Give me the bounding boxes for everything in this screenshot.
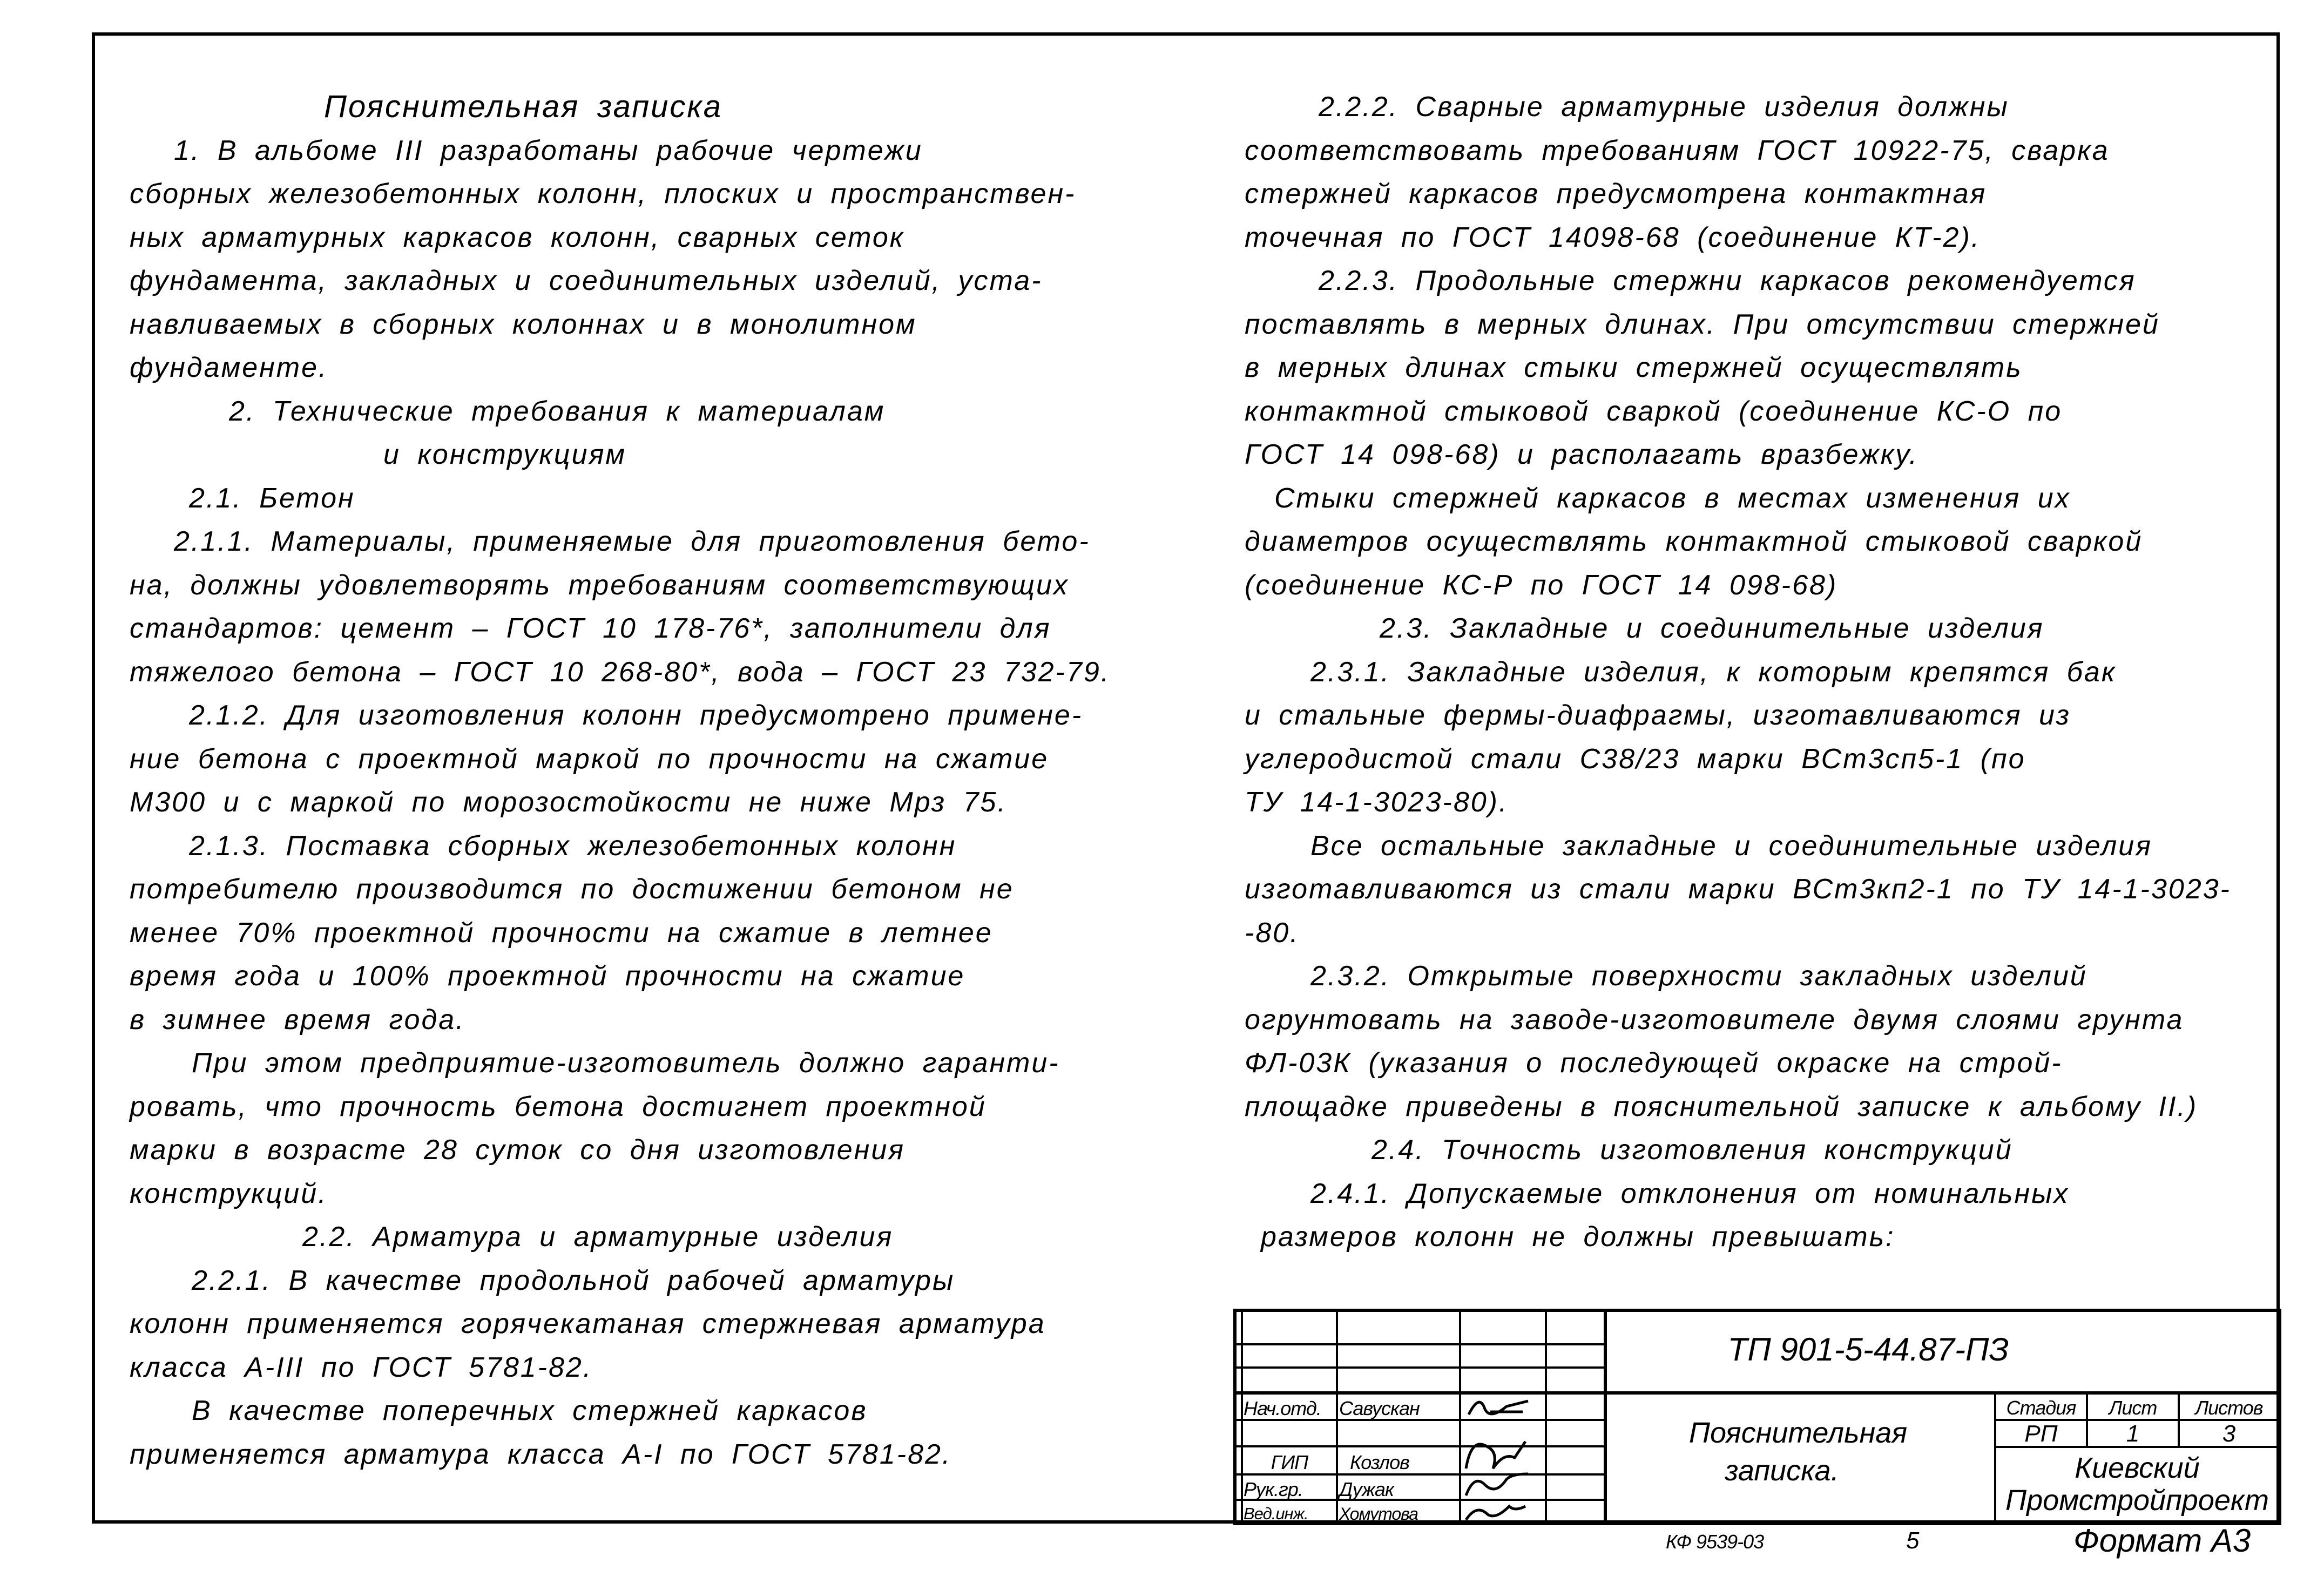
text-line: в мерных длинах стыки стержней осуществлять [1245,352,2023,383]
text-line: стержней каркасов предусмотрена контактная [1245,178,1987,209]
text-line: стандартов: цемент – ГОСТ 10 178-76*, заполнители для [130,613,1051,644]
role-chief-engineer: ГИП [1271,1451,1308,1473]
text-line: в зимнее время года. [130,1004,465,1036]
drawing-frame [92,32,2280,1524]
text-line: ровать, что прочность бетона достигнет проектной [130,1091,987,1122]
sheet-value: 1 [2126,1420,2140,1447]
role-head-of-dept: Нач.отд. [1244,1397,1321,1419]
name-lead-engineer: Хомутова [1339,1504,1418,1524]
text-line: и конструкциям [383,439,627,470]
text-line: диаметров осуществлять контактной стыковой сваркой [1245,526,2143,557]
stage-value: РП [2024,1420,2058,1447]
text-line: менее 70% проектной прочности на сжатие в летнее [130,917,993,949]
name-head-of-dept: Савускан [1339,1397,1420,1419]
role-group-lead: Рук.гр. [1244,1478,1303,1500]
text-line: 2.1.3. Поставка сборных железобетонных колонн [189,830,957,862]
text-line: фундаменте. [130,352,328,383]
text-line: 2. Технические требования к материалам [229,395,886,427]
document-title-line2: записка. [1725,1454,1839,1487]
text-line: 2.4.1. Допускаемые отклонения от номинальных [1310,1178,2070,1209]
text-line: 2.1.2. Для изготовления колонн предусмотрено примене- [189,700,1083,731]
text-line: тяжелого бетона – ГОСТ 10 268-80*, вода – ГОСТ 23 732-79. [130,656,1111,688]
sheet-label: Лист [2109,1397,2157,1419]
archive-number: КФ 9539-03 [1666,1531,1764,1553]
organization-line2: Промстройпроект [2005,1484,2269,1517]
text-line: 2.3. Закладные и соединительные изделия [1380,613,2044,644]
text-line: размеров колонн не должны превышать: [1261,1221,1895,1253]
page-number: 5 [1906,1527,1920,1554]
role-lead-engineer: Вед.инж. [1244,1504,1308,1523]
text-line: 2.4. Точность изготовления конструкций [1372,1134,2013,1166]
text-line: 2.3.1. Закладные изделия, к которым крепятся бак [1310,656,2117,688]
text-line: на, должны удовлетворять требованиям соответствующих [130,569,1069,601]
text-line: 2.2.1. В качестве продольной рабочей арматуры [192,1264,955,1296]
text-line: сборных железобетонных колонн, плоских и пространствен- [130,178,1076,209]
text-line: В качестве поперечных стержней каркасов [192,1395,868,1426]
text-line: -80. [1245,917,1300,949]
text-line: ние бетона с проектной маркой по прочности на сжатие [130,743,1049,775]
text-line: 2.2.2. Сварные арматурные изделия должны [1319,91,2009,123]
text-line: ных арматурных каркасов колонн, сварных сеток [130,221,905,253]
text-line: 2.1.1. Материалы, применяемые для приготовления бето- [174,526,1090,557]
name-group-lead: Дужак [1339,1478,1394,1500]
text-line: (соединение КС-Р по ГОСТ 14 098-68) [1245,569,1838,601]
page-heading: Пояснительная записка [324,89,723,124]
organization-line1: Киевский [2075,1452,2200,1484]
text-line: применяется арматура класса А-I по ГОСТ 5781-82. [130,1438,952,1470]
text-line: класса А-III по ГОСТ 5781-82. [130,1351,593,1383]
text-line: 1. В альбоме III разработаны рабочие чертежи [174,134,923,166]
text-line: Стыки стержней каркасов в местах изменения их [1274,482,2071,514]
text-line: навливаемых в сборных колоннах и в монолитном [130,308,917,340]
text-line: ФЛ-03К (указания о последующей окраске на строй- [1245,1047,2063,1079]
text-line: При этом предприятие-изготовитель должно гаранти- [192,1047,1060,1079]
text-line: соответствовать требованиям ГОСТ 10922-75, сварка [1245,134,2110,166]
text-line: контактной стыковой сваркой (соединение КС-О по [1245,395,2063,427]
text-line: потребителю производится по достижении бетоном не [130,874,1014,905]
name-chief-engineer: Козлов [1350,1451,1409,1473]
text-line: Все остальные закладные и соединительные изделия [1310,830,2152,862]
text-line: марки в возрасте 28 суток со дня изготовления [130,1134,906,1166]
text-line: точечная по ГОСТ 14098-68 (соединение КТ-2). [1245,221,1981,253]
text-line: ГОСТ 14 098-68) и располагать вразбежку. [1245,439,1919,470]
sheets-label: Листов [2195,1397,2263,1419]
text-line: колонн применяется горячекатаная стержневая арматура [130,1308,1046,1339]
text-line: 2.1. Бетон [189,482,355,514]
text-line: 2.2. Арматура и арматурные изделия [302,1221,894,1253]
document-title-line1: Пояснительная [1688,1417,1908,1449]
stage-label: Стадия [2006,1397,2076,1419]
text-line: ТУ 14-1-3023-80). [1245,787,1509,818]
paper-format: Формат А3 [2073,1522,2251,1559]
document-code: ТП 901-5-44.87-ПЗ [1727,1331,2009,1368]
text-line: 2.2.3. Продольные стержни каркасов рекомендуется [1319,265,2136,296]
text-line: поставлять в мерных длинах. При отсутствии стержней [1245,308,2160,340]
text-line: конструкций. [130,1178,328,1209]
sheets-value: 3 [2222,1420,2236,1447]
text-line: огрунтовать на заводе-изготовителе двумя слоями грунта [1245,1004,2184,1036]
text-line: площадке приведены в пояснительной записке к альбому II.) [1245,1091,2198,1122]
text-line: 2.3.2. Открытые поверхности закладных изделий [1310,960,2087,992]
text-line: и стальные фермы-диафрагмы, изготавливаются из [1245,700,2071,731]
text-line: углеродистой стали С38/23 марки ВСт3сп5-1 (по [1245,743,2026,775]
text-line: время года и 100% проектной прочности на сжатие [130,960,965,992]
text-line: М300 и с маркой по морозостойкости не ниже Мрз 75. [130,787,1007,818]
text-line: изготавливаются из стали марки ВСт3кп2-1 по ТУ 14-1-3023- [1245,874,2231,905]
text-line: фундамента, закладных и соединительных изделий, уста- [130,265,1043,296]
